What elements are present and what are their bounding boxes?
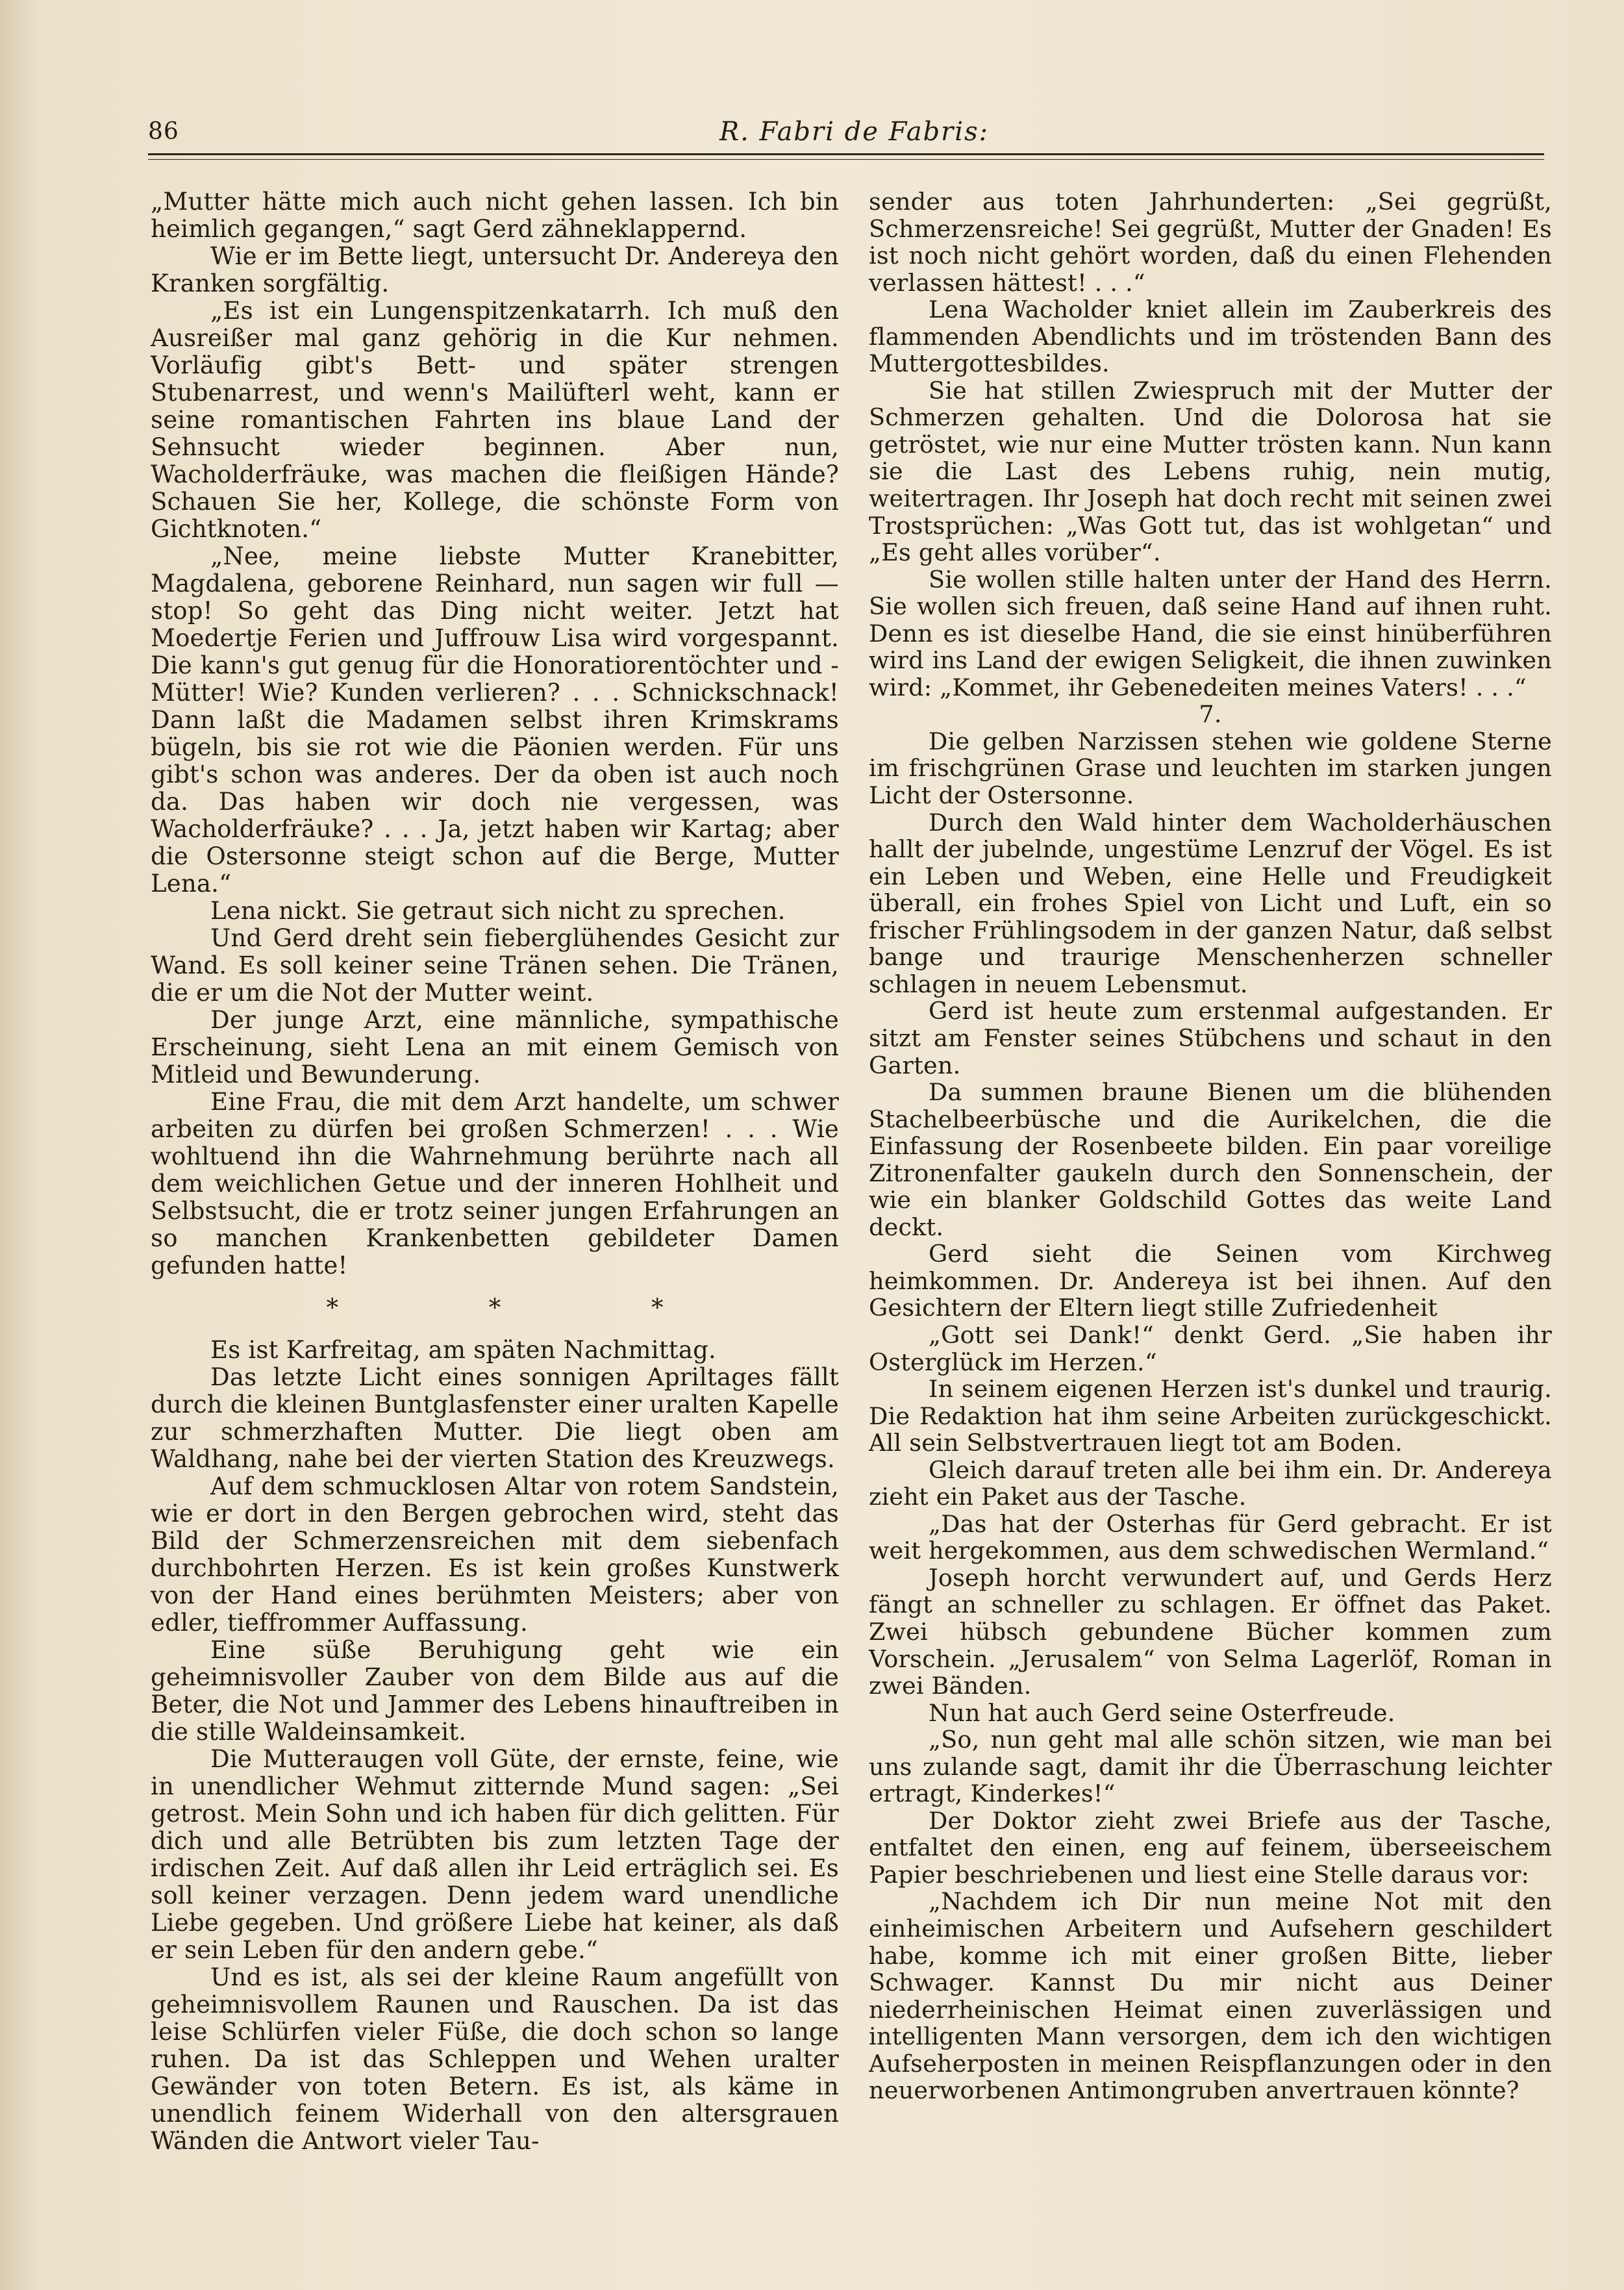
paragraph: „Nee, meine liebste Mutter Kranebitter, Magdalena, geborene Reinhard, nun sagen wir full — stop! So geht das Ding nicht weiter. Jetzt hat Moedertje Ferien und Juffrouw Lisa wird vorgespannt. Die kann's gut genug für die Honoratiorentöchter und -Mütter! Wie? Kunden verlieren? . . . Schnickschnack! Dann laßt die Madamen selbst ihren Krimskrams bügeln, bis sie rot wie die Päonien werden. Für uns gibt's schon was anderes. Der da oben ist auch noch da. Das haben wir doch nie vergessen, was Wacholderfräuke? . . . Ja, jetzt haben wir Kartag; aber die Ostersonne steigt schon auf die Berge, Mutter Lena.“: [151, 542, 839, 898]
paragraph: Das letzte Licht eines sonnigen Apriltages fällt durch die kleinen Buntglasfenster einer uralten Kapelle zur schmerzhaften Mutter. Die liegt oben am Waldhang, nahe bei der vierten Station des Kreuzwegs.: [151, 1363, 839, 1473]
paragraph: Und Gerd dreht sein fieberglühendes Gesicht zur Wand. Es soll keiner seine Tränen sehen. Die Tränen, die er um die Not der Mutter weint.: [151, 924, 839, 1007]
paragraph: Durch den Wald hinter dem Wacholderhäuschen hallt der jubelnde, ungestüme Lenzruf der Vögel. Es ist ein Leben und Weben, eine Helle und Freudigkeit überall, ein frohes Spiel von Licht und Luft, ein so frischer Frühlingsodem in der ganzen Natur, daß selbst bange und traurige Menschenherzen schneller schlagen in neuem Lebensmut.: [869, 808, 1552, 998]
right-column: [869, 188, 1552, 2104]
header-rule-thin: [148, 159, 1544, 160]
paragraph: Joseph horcht verwundert auf, und Gerds Herz fängt an schneller zu schlagen. Er öffnet das Paket. Zwei hübsch gebundene Bücher kommen zum Vorschein. „Jerusalem“ von Selma Lagerlöf, Roman in zwei Bänden.: [869, 1563, 1552, 1700]
page-number: 86: [148, 118, 179, 145]
paragraph: In seinem eigenen Herzen ist's dunkel und traurig. Die Redaktion hat ihm seine Arbeiten zurückgeschickt. All sein Selbstvertrauen liegt tot am Boden.: [869, 1375, 1552, 1457]
paragraph: Eine süße Beruhigung geht wie ein geheimnisvoller Zauber von dem Bilde aus auf die Beter, die Not und Jammer des Lebens hinauftreiben in die stille Waldeinsamkeit.: [151, 1636, 839, 1746]
paragraph: Die gelben Narzissen stehen wie goldene Sterne im frischgrünen Grase und leuchten im starken jungen Licht der Ostersonne.: [869, 727, 1552, 810]
paragraph: „Nachdem ich Dir nun meine Not mit den einheimischen Arbeitern und Aufsehern geschildert habe, komme ich mit einer großen Bitte, lieber Schwager. Kannst Du mir nicht aus Deiner niederrheinischen Heimat einen zuverlässigen und intelligenten Mann versorgen, dem ich den wichtigen Aufseherposten in meinen Reispflanzungen oder in den neuerworbenen Antimongruben anvertrauen könnte?: [869, 1887, 1552, 2105]
paragraph: Und es ist, als sei der kleine Raum angefüllt von geheimnisvollem Raunen und Rauschen. Da ist das leise Schlürfen vieler Füße, die doch schon so lange ruhen. Da ist das Schleppen und Wehen uralter Gewänder von toten Betern. Es ist, als käme in unendlich feinem Widerhall von den altersgrauen Wänden die Antwort vieler Tau-: [151, 1963, 839, 2155]
paragraph: Gerd sieht die Seinen vom Kirchweg heimkommen. Dr. Andereya ist bei ihnen. Auf den Gesichtern der Eltern liegt stille Zufriedenheit: [869, 1240, 1552, 1322]
header-rule-thick: [148, 153, 1544, 155]
page-header: [148, 114, 1544, 153]
paragraph: Nun hat auch Gerd seine Osterfreude.: [929, 1698, 1395, 1727]
section-divider: * * *: [326, 1294, 735, 1322]
paragraph: Gleich darauf treten alle bei ihm ein. Dr. Andereya zieht ein Paket aus der Tasche.: [869, 1455, 1552, 1511]
paragraph: Gerd ist heute zum erstenmal aufgestanden. Er sitzt am Fenster seines Stübchens und schaut in den Garten.: [869, 997, 1552, 1079]
left-column: [151, 188, 839, 2155]
paragraph: Auf dem schmucklosen Altar von rotem Sandstein, wie er dort in den Bergen gebrochen wird, steht das Bild der Schmerzensreichen mit dem siebenfach durchbohrten Herzen. Es ist kein großes Kunstwerk von der Hand eines berühmten Meisters; aber von edler, tieffrommer Auffassung.: [151, 1472, 839, 1637]
paragraph: Sie hat stillen Zwiespruch mit der Mutter der Schmerzen gehalten. Und die Dolorosa hat sie getröstet, wie nur eine Mutter trösten kann. Nun kann sie die Last des Lebens ruhig, nein mutig, weitertragen. Ihr Joseph hat doch recht mit seinen zwei Trostsprüchen: „Was Gott tut, das ist wohlgetan“ und „Es geht alles vorüber“.: [869, 376, 1552, 567]
running-title: R. Fabri de Fabris:: [719, 117, 990, 147]
paragraph: Der junge Arzt, eine männliche, sympathische Erscheinung, sieht Lena an mit einem Gemisch von Mitleid und Bewunderung.: [151, 1006, 839, 1088]
paragraph: Eine Frau, die mit dem Arzt handelte, um schwer arbeiten zu dürfen bei großen Schmerzen! . . . Wie wohltuend ihn die Wahrnehmung berührte nach all dem weichlichen Getue und der inneren Hohlheit und Selbstsucht, die er trotz seiner jungen Erfahrungen an so manchen Krankenbetten gebildeter Damen gefunden hatte!: [151, 1088, 839, 1279]
paragraph: sender aus toten Jahrhunderten: „Sei gegrüßt, Schmerzensreiche! Sei gegrüßt, Mutter der Gnaden! Es ist noch nicht gehört worden, daß du einen Flehenden verlassen hättest! . . .“: [869, 188, 1552, 297]
paragraph: Es ist Karfreitag, am späten Nachmittag.: [210, 1336, 716, 1364]
paragraph: „Gott sei Dank!“ denkt Gerd. „Sie haben ihr Osterglück im Herzen.“: [869, 1320, 1552, 1376]
paragraph: „So, nun geht mal alle schön sitzen, wie man bei uns zulande sagt, damit ihr die Überraschung leichter ertragt, Kinderkes!“: [869, 1726, 1552, 1808]
paragraph: Die Mutteraugen voll Güte, der ernste, feine, wie in unendlicher Wehmut zitternde Mund sagen: „Sei getrost. Mein Sohn und ich haben für dich gelitten. Für dich und alle Betrübten bis zum letzten Tage der irdischen Zeit. Auf daß allen ihr Leid erträglich sei. Es soll keiner verzagen. Denn jedem ward unendliche Liebe gegeben. Und größere Liebe hat keiner, als daß er sein Leben für den andern gebe.“: [151, 1745, 839, 1964]
section-number: 7.: [1199, 700, 1222, 729]
paragraph: Da summen braune Bienen um die blühenden Stachelbeerbüsche und die Aurikelchen, die die Einfassung der Rosenbeete bilden. Ein paar voreilige Zitronenfalter gaukeln durch den Sonnenschein, der wie ein blanker Goldschild Gottes das weite Land deckt.: [869, 1078, 1552, 1241]
paragraph: Wie er im Bette liegt, untersucht Dr. Andereya den Kranken sorgfältig.: [151, 242, 839, 297]
paragraph: Sie wollen stille halten unter der Hand des Herrn. Sie wollen sich freuen, daß seine Hand auf ihnen ruht. Denn es ist dieselbe Hand, die sie einst hinüberführen wird ins Land der ewigen Seligkeit, die ihnen zuwinken wird: „Kommet, ihr Gebenedeiten meines Vaters! . . .“: [869, 565, 1552, 701]
paragraph: „Es ist ein Lungenspitzenkatarrh. Ich muß den Ausreißer mal ganz gehörig in die Kur nehmen. Vorläufig gibt's Bett- und später strengen Stubenarrest, und wenn's Mailüfterl weht, kann er seine romantischen Fahrten ins blaue Land der Sehnsucht wieder beginnen. Aber nun, Wacholderfräuke, was machen die fleißigen Hände? Schauen Sie her, Kollege, die schönste Form von Gichtknoten.“: [151, 297, 839, 543]
paragraph: „Das hat der Osterhas für Gerd gebracht. Er ist weit hergekommen, aus dem schwedischen Wermland.“: [869, 1509, 1552, 1565]
paragraph: Lena nickt. Sie getraut sich nicht zu sprechen.: [210, 897, 786, 925]
paragraph: „Mutter hätte mich auch nicht gehen lassen. Ich bin heimlich gegangen,“ sagt Gerd zähneklappernd.: [151, 188, 839, 243]
paragraph: Lena Wacholder kniet allein im Zauberkreis des flammenden Abendlichts und im tröstenden Bann des Muttergottesbildes.: [869, 296, 1552, 378]
paragraph: Der Doktor zieht zwei Briefe aus der Tasche, entfaltet den einen, eng auf feinem, überseeischem Papier beschriebenen und liest eine Stelle daraus vor:: [869, 1806, 1552, 1889]
